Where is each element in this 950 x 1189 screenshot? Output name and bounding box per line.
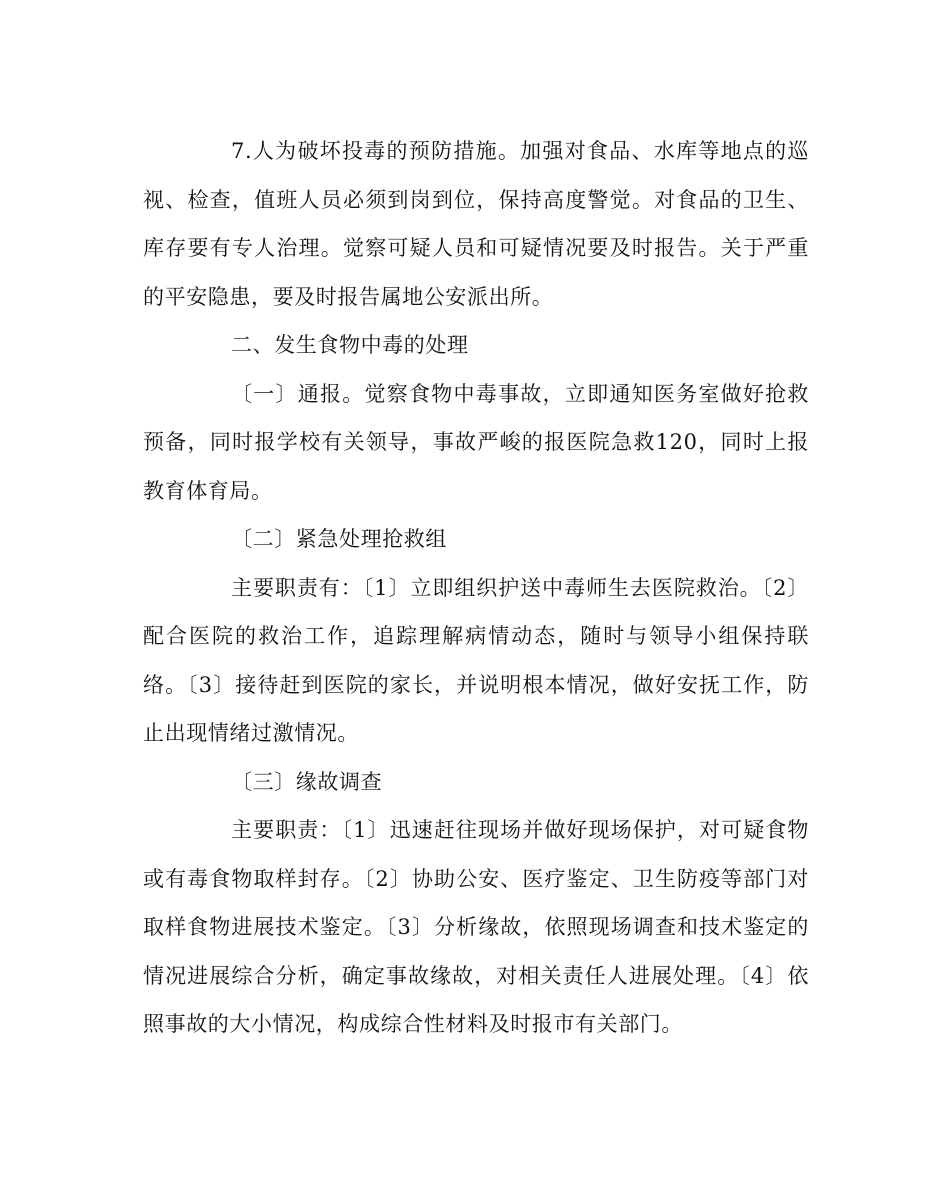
document-body (143, 127, 809, 1049)
paragraph-notification: 〔一〕通报。觉察食物中毒事故，立即通知医务室做好抢救预备，同时报学校有关领导，事故严峻的报医院急救120，同时上报教育体育局。 (143, 381, 809, 503)
section-heading-poisoning-handling: 二、发生食物中毒的处理 (231, 333, 469, 357)
paragraph-sabotage-prevention: 7.人为破坏投毒的预防措施。加强对食品、水库等地点的巡视、检查，值班人员必须到岗到位，保持高度警觉。对食品的卫生、库存要有专人治理。觉察可疑人员和可疑情况要及时报告。关于严重的平安隐患，要及时报告属地公安派出所。 (143, 139, 809, 309)
paragraph-investigation-duties: 主要职责：〔1〕迅速赶往现场并做好现场保护，对可疑食物或有毒食物取样封存。〔2〕协助公安、医疗鉴定、卫生防疫等部门对取样食物进展技术鉴定。〔3〕分析缘故，依照现场调查和技术鉴定的情况进展综合分析，确定事故缘故，对相关责任人进展处理。〔4〕依照事故的大小情况，构成综合性材料及时报市有关部门。 (143, 818, 809, 1036)
paragraph-rescue-duties: 主要职责有：〔1〕立即组织护送中毒师生去医院救治。〔2〕配合医院的救治工作，追踪理解病情动态，随时与领导小组保持联络。〔3〕接待赶到医院的家长，并说明根本情况，做好安抚工作，防止出现情绪过激情况。 (143, 575, 809, 745)
subheading-cause-investigation: 〔三〕缘故调查 (231, 769, 383, 794)
subheading-emergency-rescue-team: 〔二〕紧急处理抢救组 (231, 527, 447, 551)
